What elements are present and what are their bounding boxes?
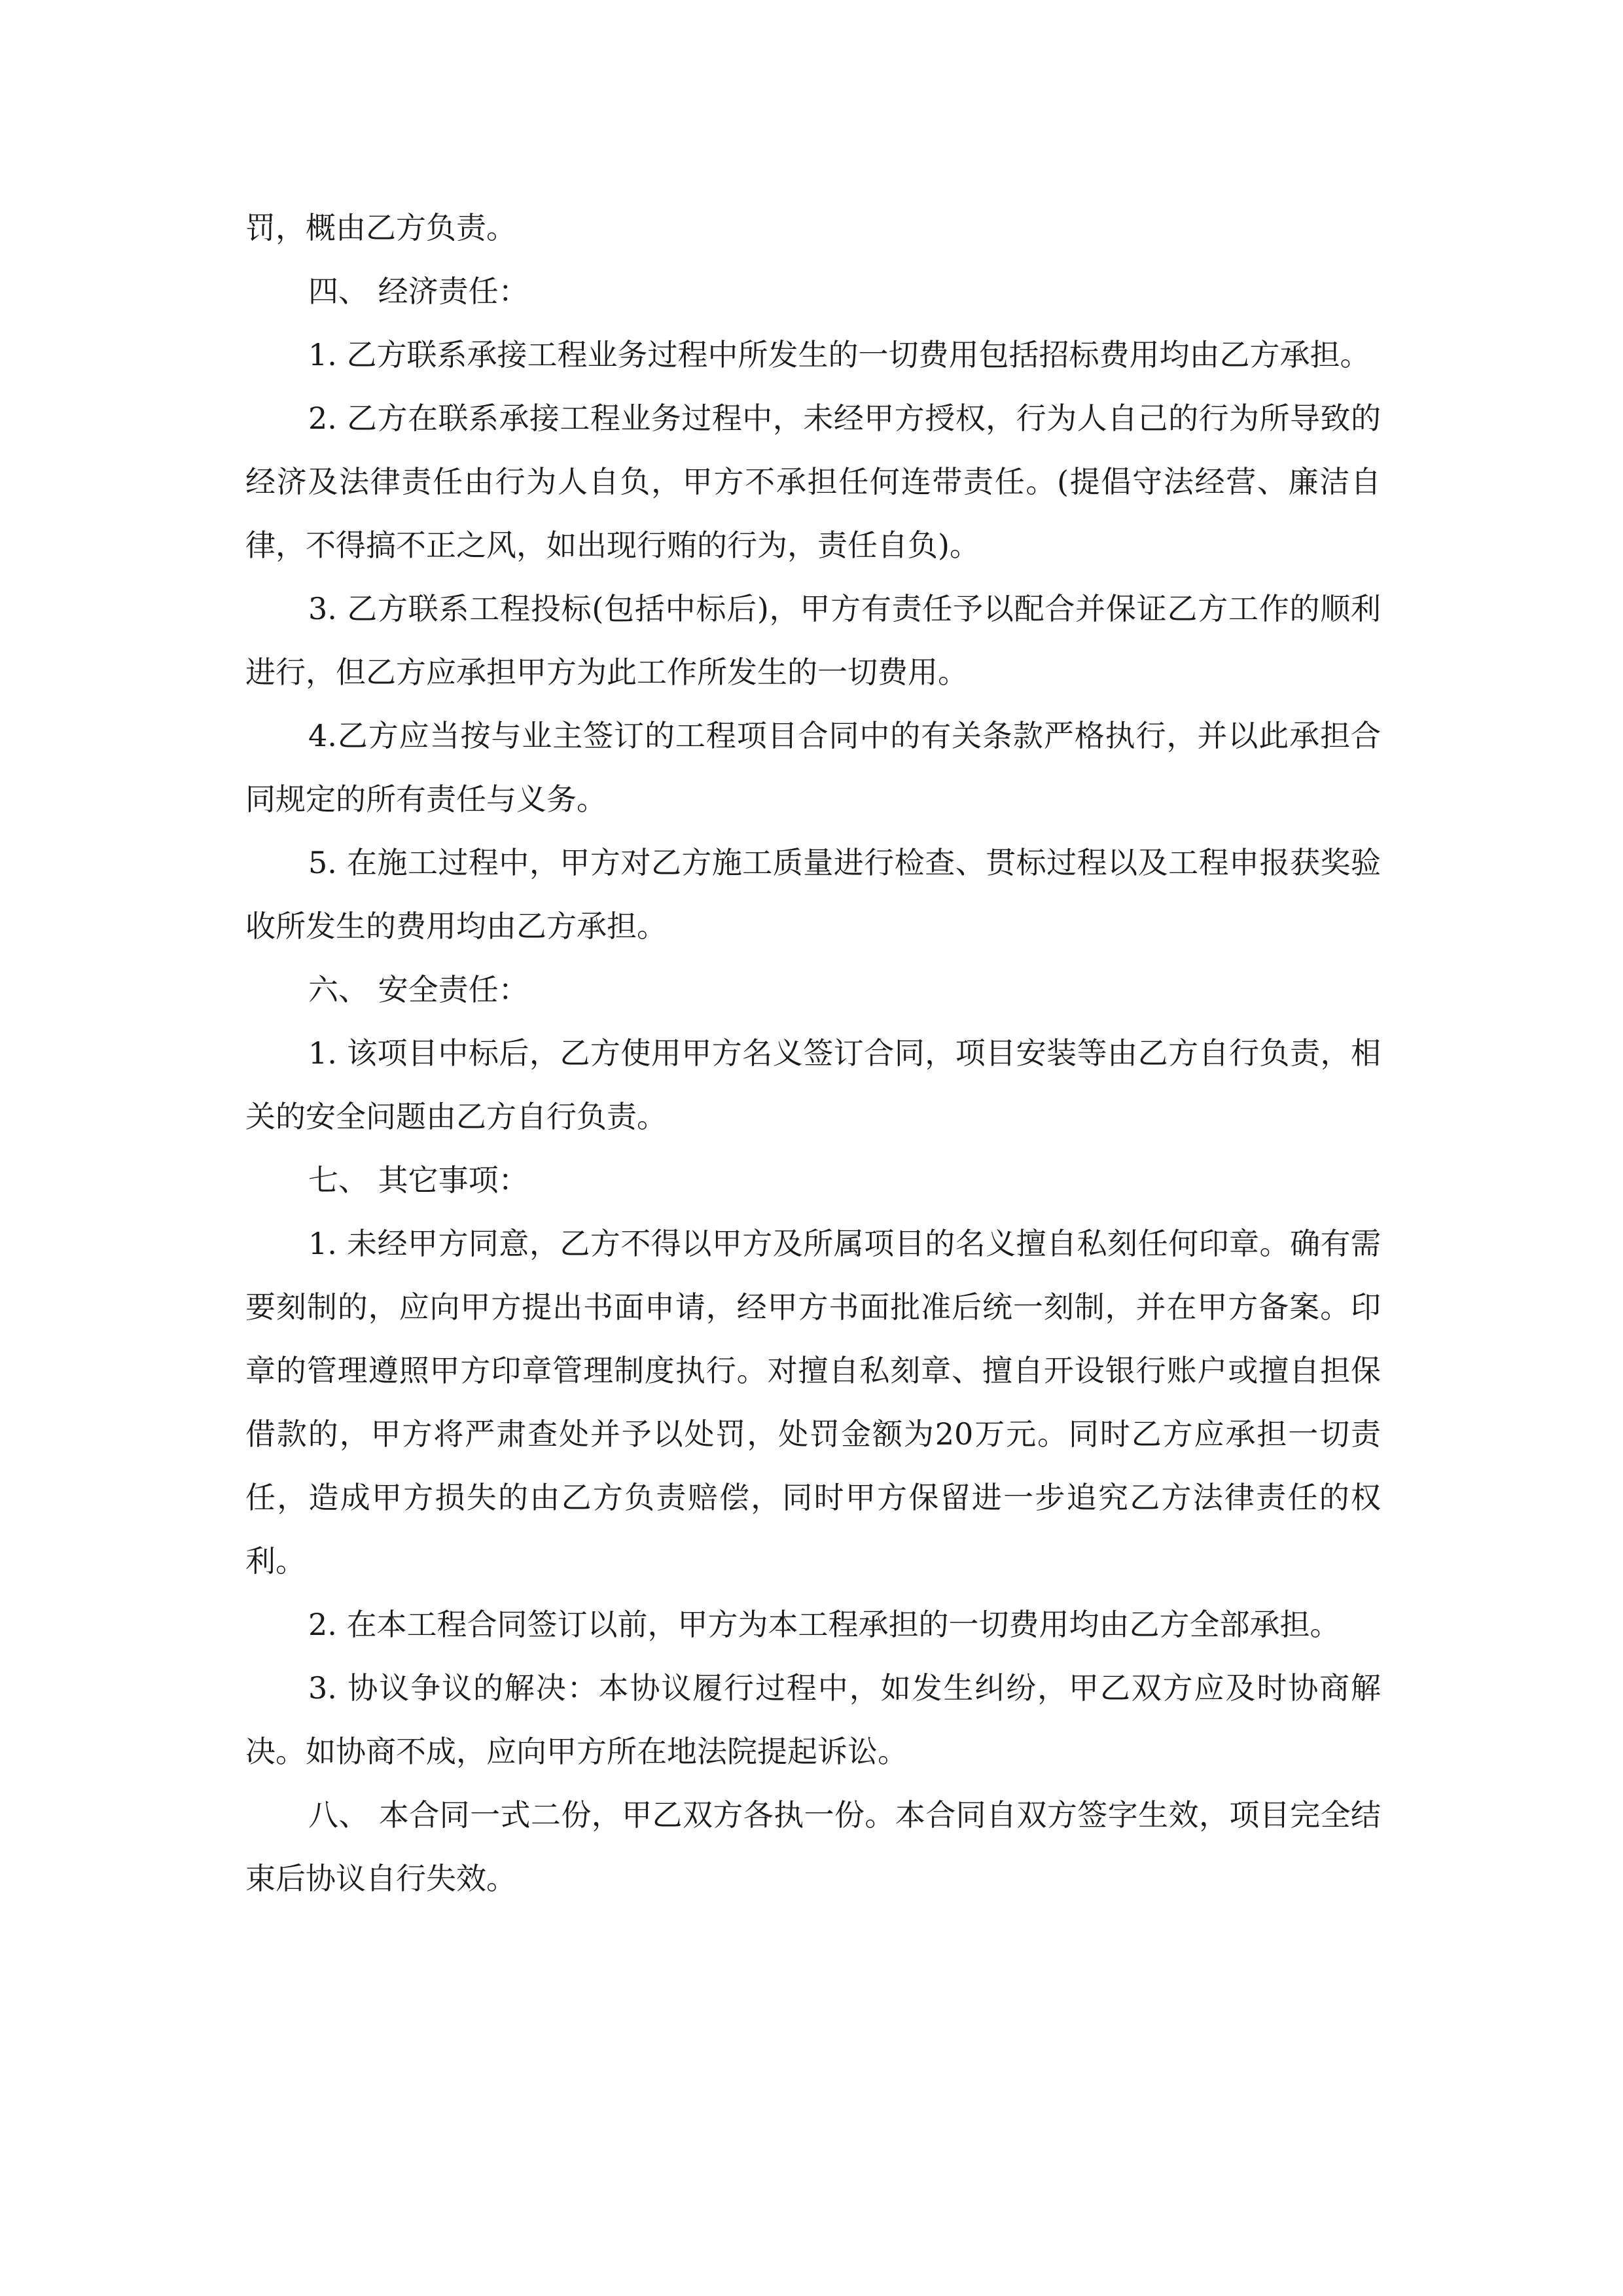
clause-4-2: 2. 乙方在联系承接工程业务过程中，未经甲方授权，行为人自己的行为所导致的经济及法律责任由行为人自负，甲方不承担任何连带责任。(提倡守法经营、廉洁自律，不得搞不正之风，如出现行贿的行为，责任自负)。: [245, 401, 1381, 563]
clause-4-5: 5. 在施工过程中，甲方对乙方施工质量进行检查、贯标过程以及工程申报获奖验收所发生的费用均由乙方承担。: [245, 845, 1381, 944]
section-heading-safety-liability: 六、 安全责任：: [308, 972, 529, 1007]
clause-4-4: 4.乙方应当按与业主签订的工程项目合同中的有关条款严格执行，并以此承担合同规定的所有责任与义务。: [245, 718, 1381, 817]
section-eight-copies: 八、 本合同一式二份，甲乙双方各执一份。本合同自双方签字生效，项目完全结束后协议自行失效。: [245, 1797, 1381, 1896]
clause-7-2: 2. 在本工程合同签订以前，甲方为本工程承担的一切费用均由乙方全部承担。: [308, 1607, 1340, 1642]
section-heading-other-matters: 七、 其它事项：: [308, 1162, 529, 1198]
clause-7-3: 3. 协议争议的解决：本协议履行过程中，如发生纠纷，甲乙双方应及时协商解决。如协商不成，应向甲方所在地法院提起诉讼。: [245, 1670, 1381, 1769]
contract-body: [245, 196, 1381, 1910]
clause-6-1: 1. 该项目中标后，乙方使用甲方名义签订合同，项目安装等由乙方自行负责，相关的安全问题由乙方自行负责。: [245, 1035, 1381, 1134]
section-heading-economic-liability: 四、 经济责任：: [308, 274, 529, 309]
clause-4-3: 3. 乙方联系工程投标(包括中标后)，甲方有责任予以配合并保证乙方工作的顺利进行，但乙方应承担甲方为此工作所发生的一切费用。: [245, 591, 1381, 690]
paragraph-continuation: 罚，概由乙方负责。: [245, 210, 516, 245]
clause-7-1: 1. 未经甲方同意，乙方不得以甲方及所属项目的名义擅自私刻任何印章。确有需要刻制的，应向甲方提出书面申请，经甲方书面批准后统一刻制，并在甲方备案。印章的管理遵照甲方印章管理制度执行。对擅自私刻章、擅自开设银行账户或擅自担保借款的，甲方将严肃查处并予以处罚，处罚金额为20万元。同时乙方应承担一切责任，造成甲方损失的由乙方负责赔偿，同时甲方保留进一步追究乙方法律责任的权利。: [245, 1226, 1381, 1579]
clause-4-1: 1. 乙方联系承接工程业务过程中所发生的一切费用包括招标费用均由乙方承担。: [308, 337, 1370, 372]
